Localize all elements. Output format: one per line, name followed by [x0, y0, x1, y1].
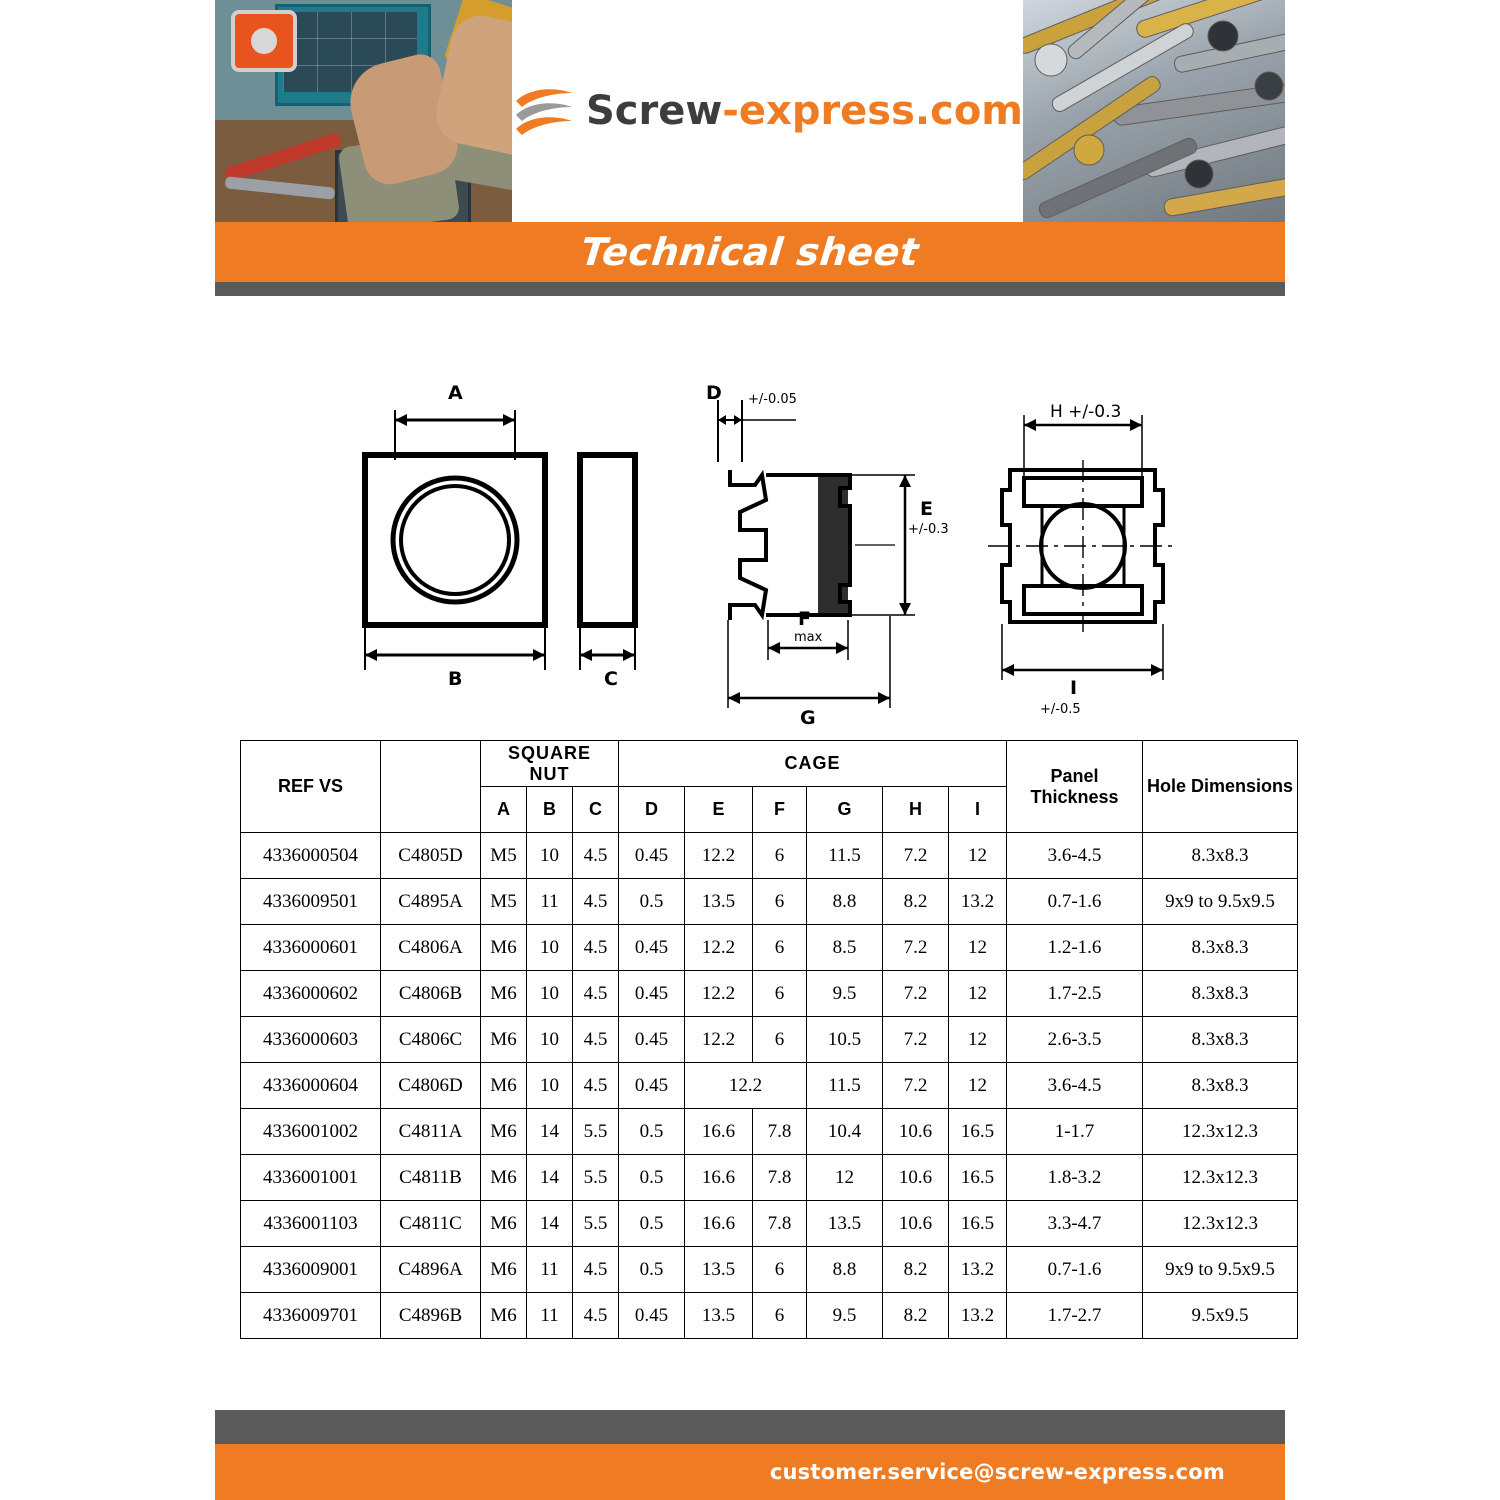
- ref-cell: 4336000601: [241, 925, 381, 971]
- g-cell: 11.5: [807, 1063, 883, 1109]
- hole-cell: 12.3x12.3: [1143, 1201, 1298, 1247]
- d-cell: 0.45: [619, 1293, 685, 1339]
- e-cell: 13.5: [685, 879, 753, 925]
- f-cell: 6: [753, 925, 807, 971]
- b-cell: 11: [527, 1293, 573, 1339]
- code-cell: C4806A: [381, 925, 481, 971]
- cage-profile-drawing: [700, 380, 960, 720]
- h-cell: 7.2: [883, 833, 949, 879]
- hole-cell: 8.3x8.3: [1143, 1063, 1298, 1109]
- dim-label-b: B: [448, 668, 463, 690]
- h-cell: 7.2: [883, 925, 949, 971]
- header-col-f: F: [753, 787, 807, 833]
- panel-cell: 1-1.7: [1007, 1109, 1143, 1155]
- code-cell: C4806D: [381, 1063, 481, 1109]
- h-cell: 10.6: [883, 1155, 949, 1201]
- i-cell: 12: [949, 1063, 1007, 1109]
- g-cell: 12: [807, 1155, 883, 1201]
- hole-cell: 9x9 to 9.5x9.5: [1143, 879, 1298, 925]
- hole-cell: 12.3x12.3: [1143, 1155, 1298, 1201]
- ref-cell: 4336000504: [241, 833, 381, 879]
- c-cell: 4.5: [573, 833, 619, 879]
- table-row: [241, 1293, 1298, 1339]
- i-cell: 16.5: [949, 1109, 1007, 1155]
- footer-orange-band: [215, 1444, 1285, 1500]
- f-cell: 6: [753, 879, 807, 925]
- a-cell: M6: [481, 1293, 527, 1339]
- i-cell: 13.2: [949, 879, 1007, 925]
- h-cell: 10.6: [883, 1109, 949, 1155]
- d-cell: 0.45: [619, 971, 685, 1017]
- c-cell: 4.5: [573, 1247, 619, 1293]
- site-logo: [512, 85, 1023, 137]
- a-cell: M5: [481, 879, 527, 925]
- header-col-d: D: [619, 787, 685, 833]
- technical-drawings: [240, 380, 1260, 740]
- f-cell: 6: [753, 833, 807, 879]
- tolerance-i: +/-0.5: [1040, 702, 1081, 717]
- h-cell: 7.2: [883, 971, 949, 1017]
- hole-cell: 9.5x9.5: [1143, 1293, 1298, 1339]
- a-cell: M6: [481, 1247, 527, 1293]
- b-cell: 14: [527, 1201, 573, 1247]
- e-cell: 13.5: [685, 1293, 753, 1339]
- header-code: [381, 741, 481, 833]
- ref-cell: 4336000604: [241, 1063, 381, 1109]
- d-cell: 0.45: [619, 1017, 685, 1063]
- ref-cell: 4336009701: [241, 1293, 381, 1339]
- c-cell: 4.5: [573, 1017, 619, 1063]
- panel-cell: 3.6-4.5: [1007, 833, 1143, 879]
- c-cell: 5.5: [573, 1109, 619, 1155]
- code-cell: C4811A: [381, 1109, 481, 1155]
- dim-label-g: G: [800, 707, 816, 729]
- d-cell: 0.5: [619, 1201, 685, 1247]
- panel-cell: 1.8-3.2: [1007, 1155, 1143, 1201]
- panel-cell: 3.6-4.5: [1007, 1063, 1143, 1109]
- d-cell: 0.5: [619, 1155, 685, 1201]
- g-cell: 10.5: [807, 1017, 883, 1063]
- a-cell: M6: [481, 1201, 527, 1247]
- hole-cell: 8.3x8.3: [1143, 833, 1298, 879]
- a-cell: M6: [481, 1155, 527, 1201]
- e-cell: 16.6: [685, 1201, 753, 1247]
- i-cell: 12: [949, 833, 1007, 879]
- header-panel-line2: Thickness: [1030, 786, 1119, 807]
- dim-label-f: F: [798, 608, 811, 630]
- header-col-h: H: [883, 787, 949, 833]
- i-cell: 13.2: [949, 1247, 1007, 1293]
- code-cell: C4806B: [381, 971, 481, 1017]
- dim-label-e: E: [920, 498, 933, 520]
- b-cell: 10: [527, 1017, 573, 1063]
- panel-cell: 0.7-1.6: [1007, 1247, 1143, 1293]
- b-cell: 14: [527, 1109, 573, 1155]
- f-cell: 7.8: [753, 1109, 807, 1155]
- swoosh-icon: [512, 85, 576, 137]
- left-margin: [0, 0, 215, 1500]
- table-row: [241, 1247, 1298, 1293]
- d-cell: 0.45: [619, 925, 685, 971]
- hole-cell: 12.3x12.3: [1143, 1109, 1298, 1155]
- hole-cell: 8.3x8.3: [1143, 925, 1298, 971]
- b-cell: 11: [527, 1247, 573, 1293]
- b-cell: 10: [527, 833, 573, 879]
- b-cell: 14: [527, 1155, 573, 1201]
- ref-cell: 4336001002: [241, 1109, 381, 1155]
- e-cell: 12.2: [685, 1017, 753, 1063]
- hole-cell: 8.3x8.3: [1143, 1017, 1298, 1063]
- c-cell: 4.5: [573, 879, 619, 925]
- e-cell: 16.6: [685, 1155, 753, 1201]
- footer-gray-band: [215, 1410, 1285, 1444]
- e-cell: 13.5: [685, 1247, 753, 1293]
- a-cell: M6: [481, 1109, 527, 1155]
- header-hole-dimensions: Hole Dimensions: [1143, 741, 1298, 833]
- table-row: [241, 1155, 1298, 1201]
- code-cell: C4896B: [381, 1293, 481, 1339]
- logo-text: [586, 88, 1023, 134]
- f-cell: 6: [753, 1247, 807, 1293]
- specification-table: [240, 740, 1298, 1339]
- ref-cell: 4336000602: [241, 971, 381, 1017]
- g-cell: 8.5: [807, 925, 883, 971]
- table-header-row-1: [241, 741, 1298, 787]
- title-banner-shadow: [215, 282, 1285, 296]
- ref-cell: 4336009001: [241, 1247, 381, 1293]
- code-cell: C4811B: [381, 1155, 481, 1201]
- header-square-nut-line2: NUT: [529, 763, 570, 784]
- table-row: [241, 971, 1298, 1017]
- i-cell: 16.5: [949, 1201, 1007, 1247]
- panel-cell: 2.6-3.5: [1007, 1017, 1143, 1063]
- header-panel-line1: Panel: [1050, 765, 1099, 786]
- logo-text-rest: -express.com: [722, 88, 1023, 134]
- f-cell: 6: [753, 1293, 807, 1339]
- i-cell: 13.2: [949, 1293, 1007, 1339]
- i-cell: 16.5: [949, 1155, 1007, 1201]
- dim-label-i: I: [1070, 677, 1078, 699]
- d-cell: 0.5: [619, 1247, 685, 1293]
- i-cell: 12: [949, 925, 1007, 971]
- tolerance-d: +/-0.05: [748, 392, 797, 407]
- f-cell: 6: [753, 971, 807, 1017]
- header-col-b: B: [527, 787, 573, 833]
- d-cell: 0.45: [619, 1063, 685, 1109]
- contact-email: customer.service@screw-express.com: [769, 1460, 1225, 1484]
- page-header: [215, 0, 1285, 222]
- page-title: Technical sheet: [578, 230, 922, 274]
- header-ref-vs: REF VS: [241, 741, 381, 833]
- g-cell: 8.8: [807, 879, 883, 925]
- header-panel-thickness: [1007, 741, 1143, 833]
- header-col-c: C: [573, 787, 619, 833]
- tolerance-e: +/-0.3: [908, 522, 949, 537]
- c-cell: 5.5: [573, 1201, 619, 1247]
- f-cell: 7.8: [753, 1155, 807, 1201]
- c-cell: 4.5: [573, 1063, 619, 1109]
- h-cell: 7.2: [883, 1063, 949, 1109]
- header-col-e: E: [685, 787, 753, 833]
- code-cell: C4805D: [381, 833, 481, 879]
- b-cell: 10: [527, 1063, 573, 1109]
- f-cell: 7.8: [753, 1201, 807, 1247]
- hole-cell: 8.3x8.3: [1143, 971, 1298, 1017]
- table-row: [241, 1063, 1298, 1109]
- cage-top-drawing: [980, 380, 1210, 720]
- panel-cell: 1.2-1.6: [1007, 925, 1143, 971]
- h-cell: 8.2: [883, 1293, 949, 1339]
- header-square-nut-line1: SQUARE: [508, 742, 592, 763]
- dim-label-h: H +/-0.3: [1050, 402, 1122, 422]
- table-row: [241, 1109, 1298, 1155]
- f-cell: 6: [753, 1017, 807, 1063]
- a-cell: M6: [481, 1017, 527, 1063]
- header-cage: CAGE: [619, 741, 1007, 787]
- workbench-photo: [215, 0, 512, 222]
- e-cell: 12.2: [685, 971, 753, 1017]
- header-col-i: I: [949, 787, 1007, 833]
- header-col-a: A: [481, 787, 527, 833]
- header-col-g: G: [807, 787, 883, 833]
- g-cell: 9.5: [807, 971, 883, 1017]
- a-cell: M6: [481, 1063, 527, 1109]
- a-cell: M6: [481, 971, 527, 1017]
- table-row: [241, 1017, 1298, 1063]
- ref-cell: 4336009501: [241, 879, 381, 925]
- code-cell: C4806C: [381, 1017, 481, 1063]
- code-cell: C4895A: [381, 879, 481, 925]
- square-nut-drawing: [280, 380, 680, 720]
- code-cell: C4896A: [381, 1247, 481, 1293]
- c-cell: 5.5: [573, 1155, 619, 1201]
- table-body: [241, 833, 1298, 1339]
- c-cell: 4.5: [573, 1293, 619, 1339]
- h-cell: 10.6: [883, 1201, 949, 1247]
- h-cell: 8.2: [883, 1247, 949, 1293]
- d-cell: 0.5: [619, 879, 685, 925]
- a-cell: M5: [481, 833, 527, 879]
- hole-cell: 9x9 to 9.5x9.5: [1143, 1247, 1298, 1293]
- dim-label-c: C: [604, 668, 618, 690]
- panel-cell: 3.3-4.7: [1007, 1201, 1143, 1247]
- g-cell: 10.4: [807, 1109, 883, 1155]
- h-cell: 7.2: [883, 1017, 949, 1063]
- dim-label-d: D: [706, 382, 722, 404]
- code-cell: C4811C: [381, 1201, 481, 1247]
- e-cell: 12.2: [685, 833, 753, 879]
- i-cell: 12: [949, 971, 1007, 1017]
- ref-cell: 4336000603: [241, 1017, 381, 1063]
- i-cell: 12: [949, 1017, 1007, 1063]
- e-cell: 12.2: [685, 925, 753, 971]
- b-cell: 11: [527, 879, 573, 925]
- panel-cell: 0.7-1.6: [1007, 879, 1143, 925]
- g-cell: 8.8: [807, 1247, 883, 1293]
- panel-cell: 1.7-2.5: [1007, 971, 1143, 1017]
- d-cell: 0.45: [619, 833, 685, 879]
- logo-area: [512, 0, 1023, 222]
- screws-photo: [1023, 0, 1285, 222]
- table-row: [241, 925, 1298, 971]
- e-cell: 12.2: [685, 1063, 807, 1109]
- logo-text-main: Screw: [585, 88, 723, 134]
- ref-cell: 4336001001: [241, 1155, 381, 1201]
- table-row: [241, 1201, 1298, 1247]
- g-cell: 9.5: [807, 1293, 883, 1339]
- g-cell: 11.5: [807, 833, 883, 879]
- dim-label-a: A: [448, 382, 463, 404]
- title-banner: [215, 222, 1285, 282]
- panel-cell: 1.7-2.7: [1007, 1293, 1143, 1339]
- table-row: [241, 879, 1298, 925]
- right-margin: [1285, 0, 1500, 1500]
- c-cell: 4.5: [573, 971, 619, 1017]
- e-cell: 16.6: [685, 1109, 753, 1155]
- c-cell: 4.5: [573, 925, 619, 971]
- a-cell: M6: [481, 925, 527, 971]
- ref-cell: 4336001103: [241, 1201, 381, 1247]
- dim-label-f-sub: max: [794, 630, 823, 645]
- header-square-nut: [481, 741, 619, 787]
- h-cell: 8.2: [883, 879, 949, 925]
- b-cell: 10: [527, 925, 573, 971]
- d-cell: 0.5: [619, 1109, 685, 1155]
- b-cell: 10: [527, 971, 573, 1017]
- table-row: [241, 833, 1298, 879]
- g-cell: 13.5: [807, 1201, 883, 1247]
